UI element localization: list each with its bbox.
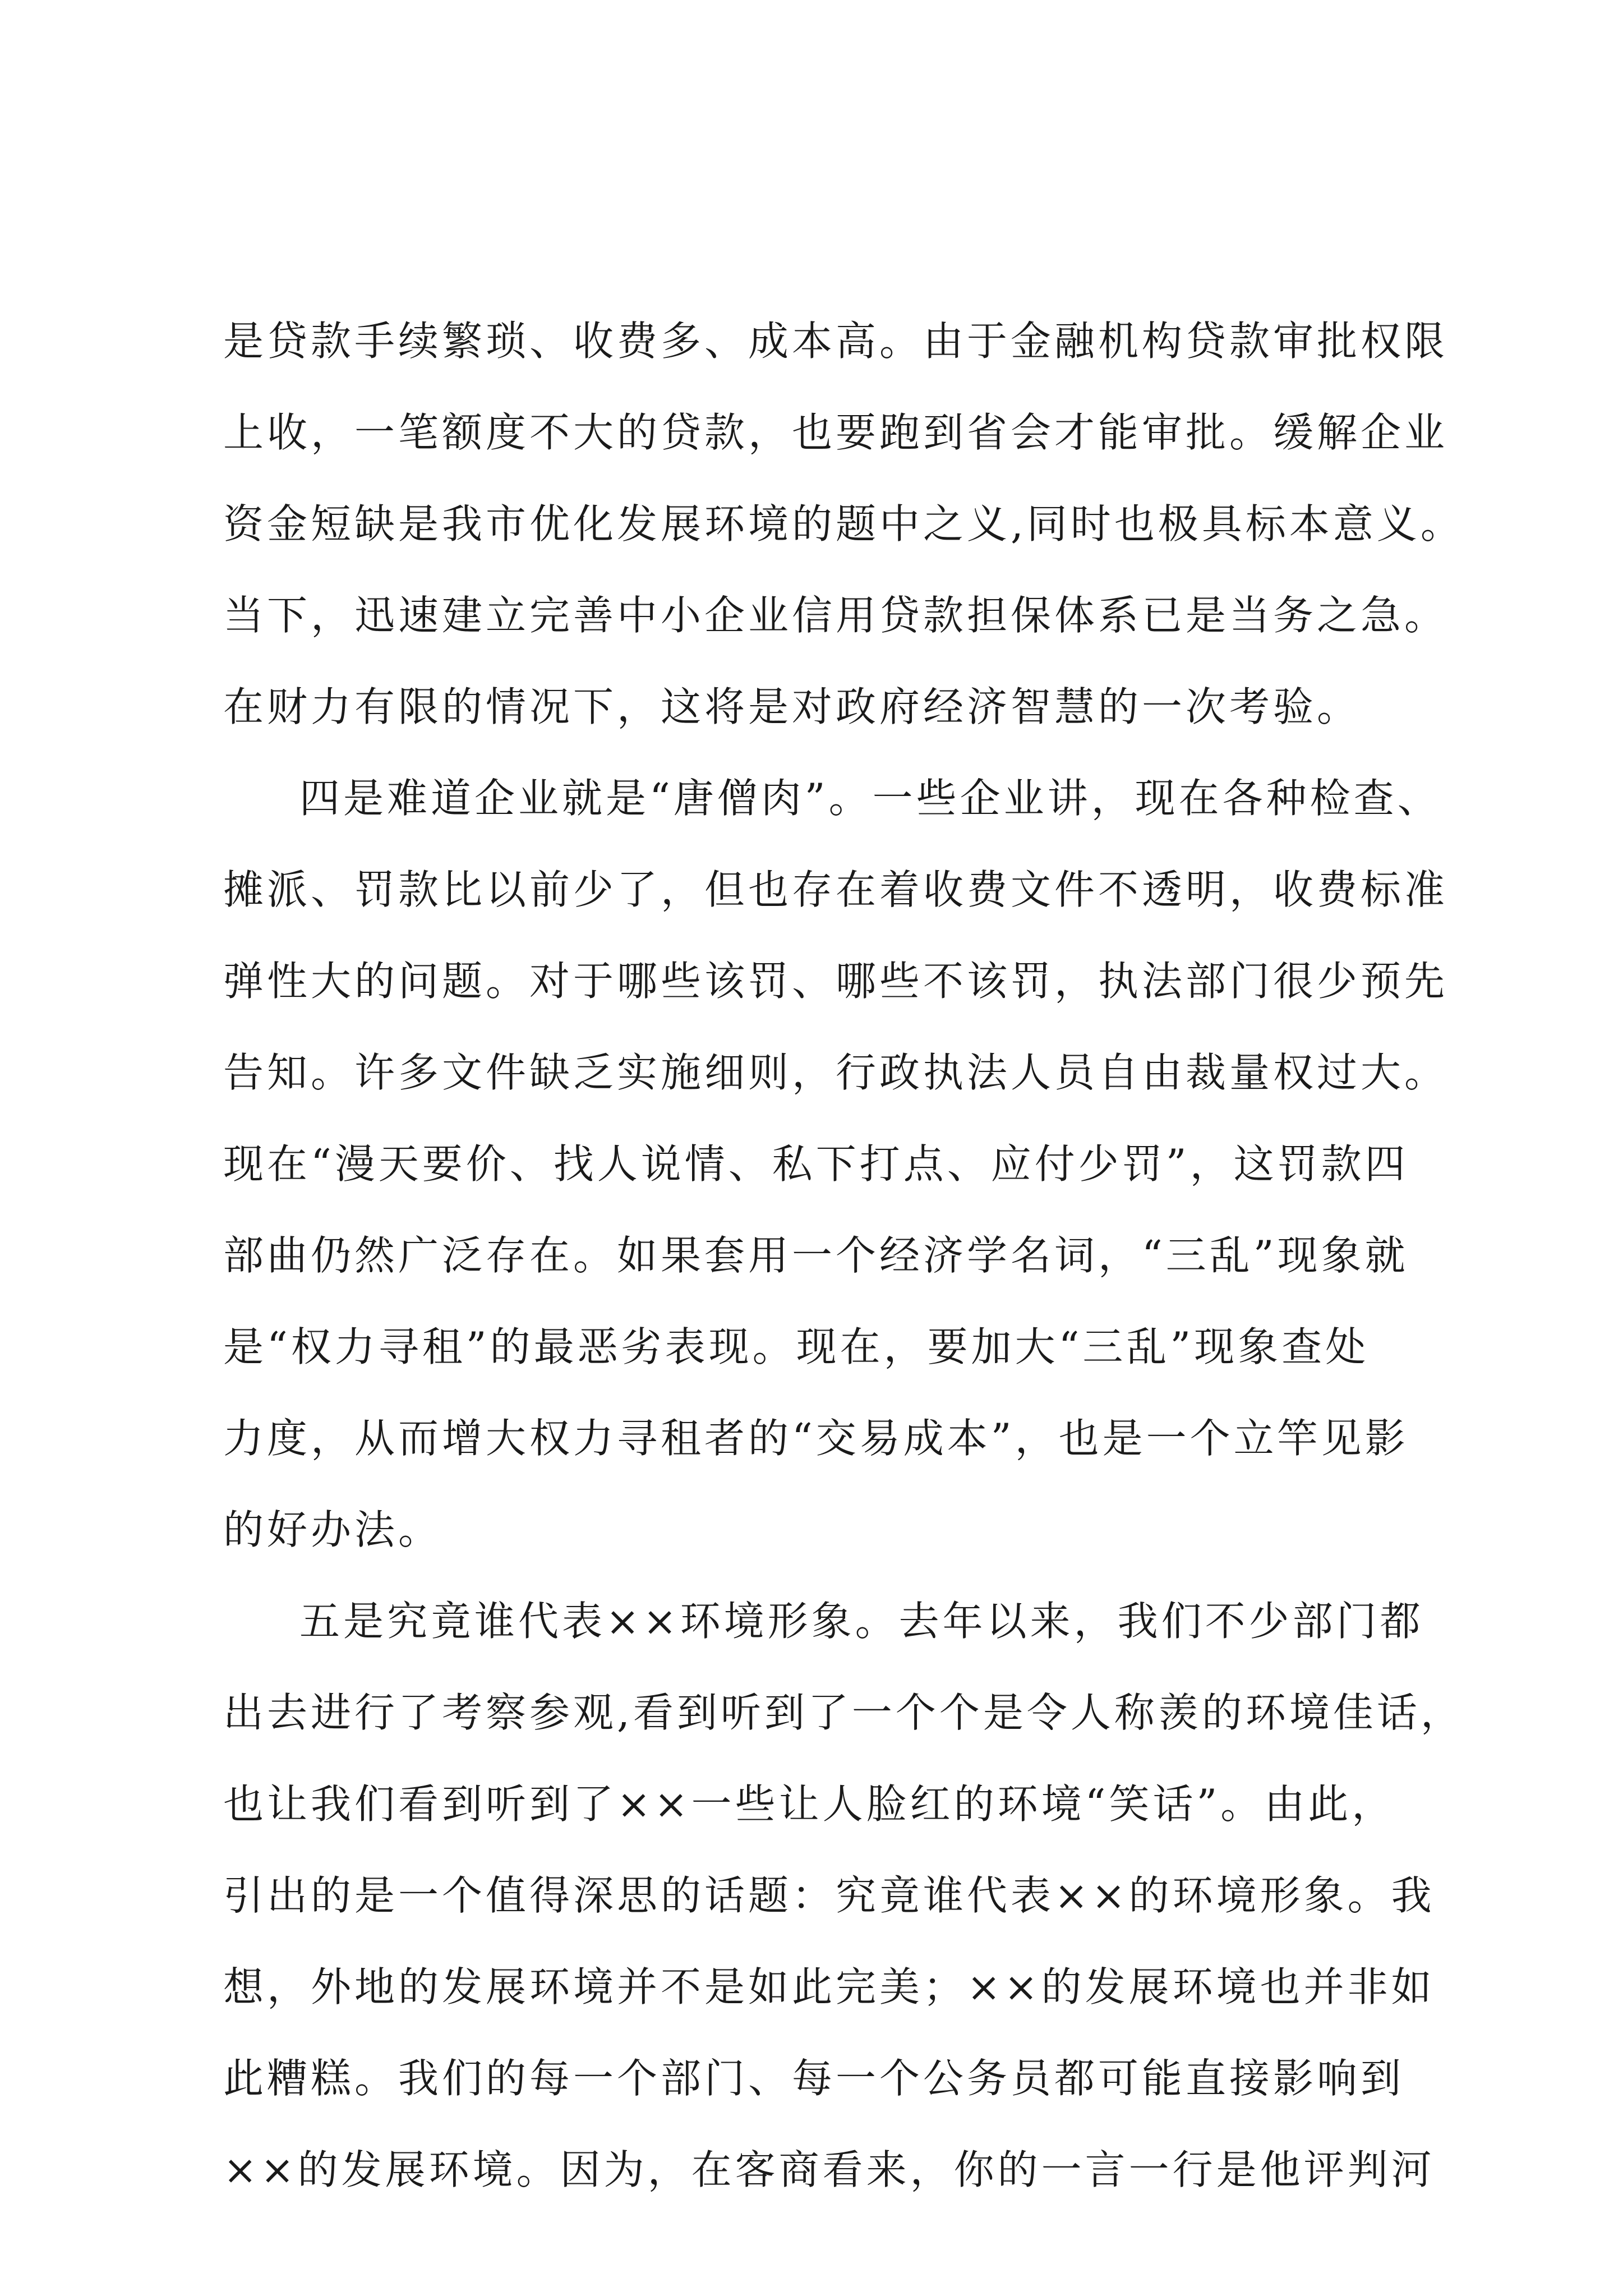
text-line: 告知。许多文件缺乏实施细则，行政执法人员自由裁量权过大。: [223, 1049, 1449, 1096]
text-line: 引出的是一个值得深思的话题：究竟谁代表××的环境形象。我: [223, 1872, 1435, 1919]
text-line: 是贷款手续繁琐、收费多、成本高。由于金融机构贷款审批权限: [223, 318, 1449, 365]
text-line: 现在“漫天要价、找人说情、私下打点、应付少罚”，这罚款四: [223, 1140, 1409, 1188]
text-line: 当下，迅速建立完善中小企业信用贷款担保体系已是当务之急。: [223, 592, 1449, 639]
text-line: 部曲仍然广泛存在。如果套用一个经济学名词，“三乱”现象就: [223, 1232, 1409, 1279]
text-line: 的好办法。: [223, 1506, 442, 1553]
text-line: 力度，从而增大权力寻租者的“交易成本”，也是一个立竿见影: [223, 1415, 1409, 1462]
text-line: 上收，一笔额度不大的贷款，也要跑到省会才能审批。缓解企业: [223, 409, 1449, 456]
text-line: 资金短缺是我市优化发展环境的题中之义,同时也极具标本意义。: [223, 500, 1464, 547]
paragraph-start-line: 四是难道企业就是“唐僧肉”。一些企业讲，现在各种检查、: [299, 775, 1441, 822]
text-line: 想，外地的发展环境并不是如此完美；××的发展环境也并非如: [223, 1963, 1435, 2010]
text-line: 出去进行了考察参观,看到听到了一个个是令人称羡的环境佳话，: [223, 1689, 1464, 1736]
text-line: 在财力有限的情况下，这将是对政府经济智慧的一次考验。: [223, 683, 1361, 730]
paragraph-start-line: 五是究竟谁代表××环境形象。去年以来，我们不少部门都: [299, 1598, 1424, 1645]
text-line: 弹性大的问题。对于哪些该罚、哪些不该罚，执法部门很少预先: [223, 958, 1449, 1005]
text-line: 也让我们看到听到了××一些让人脸红的环境“笑话”。由此，: [223, 1780, 1396, 1828]
text-line: 摊派、罚款比以前少了，但也存在着收费文件不透明，收费标准: [223, 866, 1449, 913]
text-line: 此糟糕。我们的每一个部门、每一个公务员都可能直接影响到: [223, 2055, 1405, 2102]
text-line: 是“权力寻租”的最恶劣表现。现在，要加大“三乱”现象查处: [223, 1323, 1370, 1370]
text-line: ××的发展环境。因为，在客商看来，你的一言一行是他评判河: [223, 2146, 1435, 2193]
